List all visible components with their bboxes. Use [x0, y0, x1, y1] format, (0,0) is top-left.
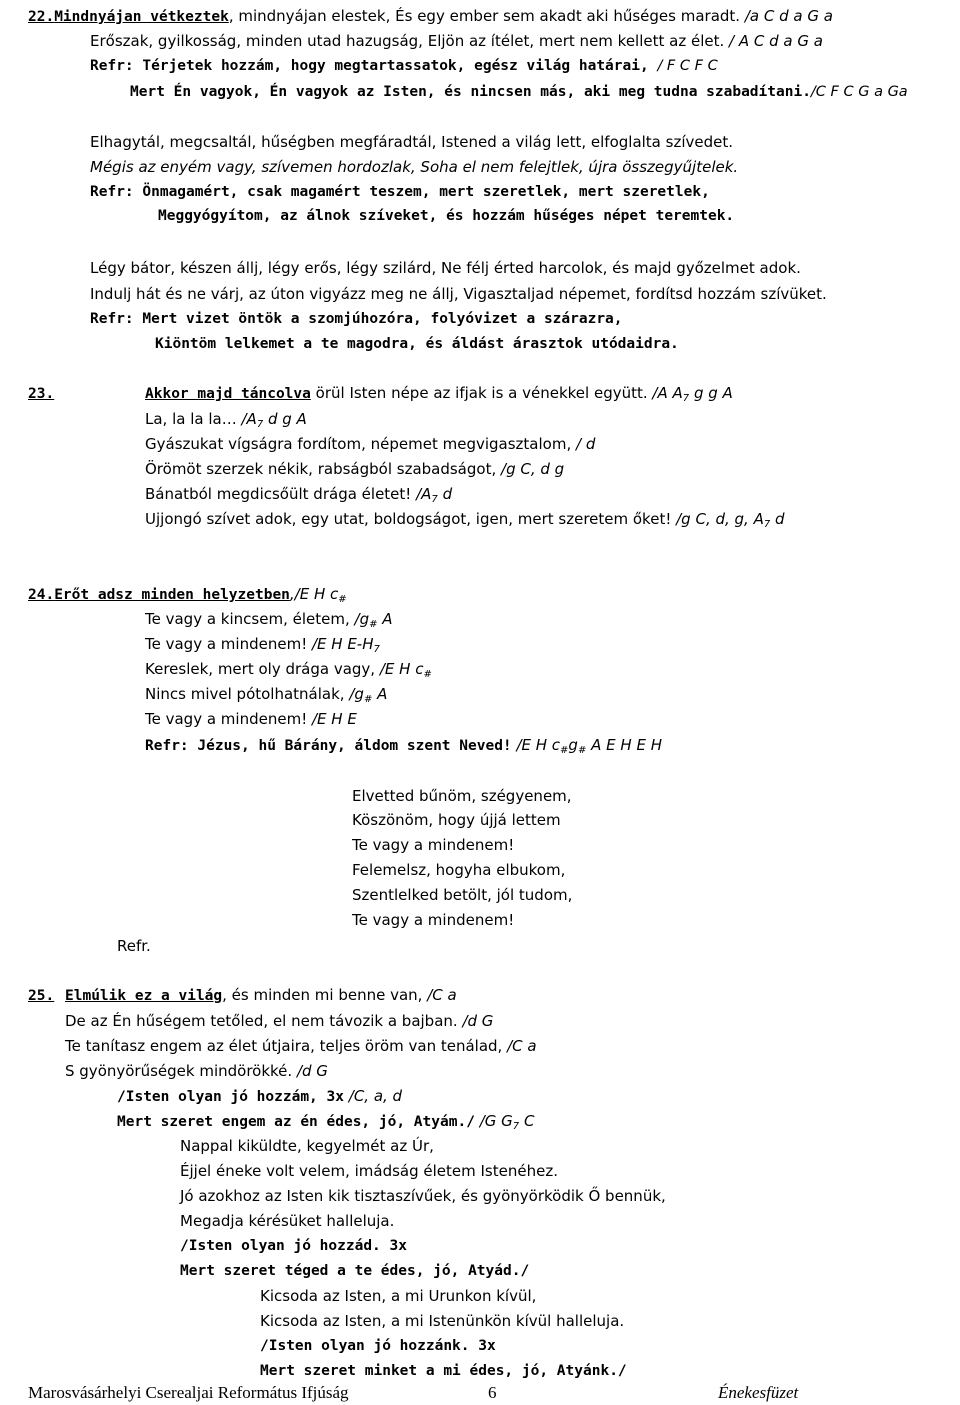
song-25-line-4	[65, 1061, 328, 1081]
song-24-refrain	[145, 735, 662, 761]
song-22-number: 22.	[28, 9, 55, 25]
song-22-refrain-3: Refr: Önmagamért, csak magamért teszem, mert szeretlek, mert szeretlek,	[90, 184, 710, 200]
refrain-text: /Isten olyan jó hozzám, 3x	[117, 1089, 344, 1105]
song-22-verse-2-b: Mégis az enyém vagy, szívemen hordozlak, Soha el nem felejtlek, újra összegyűjtelek.	[90, 158, 739, 176]
song-23-line-6	[145, 509, 785, 535]
song-22-line-1-text: , mindnyájan elestek, És egy ember sem akadt aki hűséges maradt.	[228, 7, 741, 25]
song-24-line-5	[145, 684, 387, 710]
lyric-text: Kereslek, mert oly drága vagy,	[145, 660, 376, 678]
chord: $/A_7$ d	[416, 485, 453, 505]
song-22-verse-3-a: Légy bátor, készen állj, légy erős, légy szilárd, Ne félj érted harcolok, és majd győzelmet adok.	[90, 259, 801, 277]
song-22-verse-3-b: Indulj hát és ne várj, az úton vigyázz meg ne állj, Vigasztaljad népemet, fordítsd hozzám szívüket.	[90, 285, 827, 303]
chord: /d G	[462, 1012, 494, 1030]
song-23-line-1	[28, 383, 733, 409]
song-23-number: 23.	[28, 386, 55, 402]
song-22-line-1	[28, 6, 833, 27]
lyric-text: De az Én hűségem tetőled, el nem távozik a bajban.	[65, 1012, 458, 1030]
lyric-text: La, la la la…	[145, 410, 237, 428]
chord: / F C F C	[657, 58, 718, 74]
chord: /C F C G a Ga	[810, 84, 908, 100]
song-22-title: Mindnyájan vétkeztek	[54, 9, 229, 25]
lyric-text: Te vagy a mindenem!	[145, 635, 308, 653]
song-22-line-2	[90, 31, 823, 51]
song-22-refrain-4: Meggyógyítom, az álnok szíveket, és hozzám hűséges népet teremtek.	[158, 208, 735, 224]
lyric-text: , és minden mi benne van,	[222, 986, 423, 1004]
song-23-line-3	[145, 434, 595, 454]
lyric-text: örül Isten népe az ifjak is a vénekkel együtt.	[315, 384, 648, 402]
lyric-text: Te vagy a mindenem!	[145, 710, 308, 728]
chord: /A $A_7$ g g A	[652, 384, 733, 404]
footer-book-title: Énekesfüzet	[718, 1383, 799, 1402]
song-24-verse-2-line-3: Te vagy a mindenem!	[352, 836, 515, 854]
chord: /C a	[507, 1037, 537, 1055]
chord: /G $G_7$ C	[479, 1112, 535, 1132]
refrain-text: Mert Én vagyok, Én vagyok az Isten, és nincsen más, aki meg tudna szabadítani.	[130, 84, 811, 100]
footer-page-number: 6	[488, 1383, 497, 1402]
chord: $/g_{\#}$ A	[349, 685, 388, 705]
chord: /C a	[427, 986, 457, 1004]
refrain-text: Refr: Jézus, hű Bárány, áldom szent Neved!	[145, 738, 512, 754]
chord: $/A_7$ d g A	[241, 410, 307, 430]
lyric-text: Nincs mivel pótolhatnálak,	[145, 685, 345, 703]
song-24-number: 24.	[28, 587, 55, 603]
chord: /g C, d g	[501, 460, 565, 478]
song-25-line-2	[65, 1011, 493, 1031]
song-25-refrain-5: /Isten olyan jó hozzánk. 3x	[260, 1338, 496, 1354]
song-24-verse-2-line-4: Felemelsz, hogyha elbukom,	[352, 861, 566, 879]
song-24-title: Erőt adsz minden helyzetben	[54, 587, 290, 603]
song-25-line-1	[28, 985, 457, 1006]
chord: /C, a, d	[348, 1087, 403, 1105]
song-24-line-1	[28, 584, 347, 610]
song-22-refrain-5: Refr: Mert vizet öntök a szomjúhozóra, folyóvizet a szárazra,	[90, 311, 623, 327]
song-25-refrain-4: Mert szeret téged a te édes, jó, Atyád./	[180, 1263, 530, 1279]
song-24-line-6	[145, 709, 357, 729]
song-25-refrain-1	[117, 1086, 402, 1107]
song-24-refrain-label: Refr.	[117, 937, 151, 955]
song-25-refrain-6: Mert szeret minket a mi édes, jó, Atyánk./	[260, 1363, 627, 1379]
chord: ,/E H $c_{\#}$	[289, 585, 347, 605]
chord: /E H $c_{\#}$	[379, 660, 432, 680]
chord: /E H $c_{\#}g_{\#}$ A E H E H	[516, 736, 662, 756]
song-22-refrain-1	[90, 56, 718, 76]
song-25-refrain-3: /Isten olyan jó hozzád. 3x	[180, 1238, 407, 1254]
lyric-text: Bánatból megdicsőült drága életet!	[145, 485, 412, 503]
chord: $/g_{\#}$ A	[354, 610, 393, 630]
song-24-line-4	[145, 659, 432, 685]
lyric-text: S gyönyörűségek mindörökké.	[65, 1062, 293, 1080]
song-22-refrain-2	[130, 82, 908, 102]
song-24-verse-2-line-5: Szentlelked betölt, jól tudom,	[352, 886, 573, 904]
song-22-verse-2-a: Elhagytál, megcsaltál, hűségben megfáradtál, Istened a világ lett, elfoglalta szívedet.	[90, 133, 734, 151]
song-23-title: Akkor majd táncolva	[145, 386, 311, 402]
song-24-line-3	[145, 634, 380, 660]
chord: / d	[576, 435, 596, 453]
song-24-line-2	[145, 609, 393, 635]
chord: /E H $E-H_7$	[311, 635, 380, 655]
lyric-text: Erőszak, gyilkosság, minden utad hazugság, Eljön az ítélet, mert nem kellett az élet.	[90, 32, 725, 50]
refrain-text: Refr: Térjetek hozzám, hogy megtartassatok, egész világ határai,	[90, 58, 649, 74]
song-25-number: 25.	[28, 988, 55, 1004]
footer-org: Marosvásárhelyi Cserealjai Református Ifjúság	[28, 1383, 349, 1402]
song-25-verse-2-line-3: Jó azokhoz az Isten kik tisztaszívűek, és gyönyörködik Ő bennük,	[180, 1187, 666, 1205]
lyric-text: Örömöt szerzek nékik, rabságból szabadságot,	[145, 460, 497, 478]
song-24-verse-2-line-2: Köszönöm, hogy újjá lettem	[352, 811, 561, 829]
song-25-verse-2-line-2: Éjjel éneke volt velem, imádság életem Istenéhez.	[180, 1162, 558, 1180]
chord: /g C, d, g, $A_7$ d	[676, 510, 785, 530]
song-25-verse-3-line-1: Kicsoda az Isten, a mi Urunkon kívül,	[260, 1287, 537, 1305]
lyric-text: Ujjongó szívet adok, egy utat, boldogságot, igen, mert szeretem őket!	[145, 510, 672, 528]
song-24-verse-2-line-1: Elvetted bűnöm, szégyenem,	[352, 787, 572, 805]
chord: /d G	[296, 1062, 328, 1080]
song-24-verse-2-line-6: Te vagy a mindenem!	[352, 911, 515, 929]
song-23-line-4	[145, 459, 564, 479]
refrain-text: Mert szeret engem az én édes, jó, Atyám./	[117, 1114, 475, 1130]
chord: / A C d a G a	[729, 32, 823, 50]
lyric-text: Te vagy a kincsem, életem,	[145, 610, 350, 628]
chord: /E H E	[311, 710, 357, 728]
chord: /a C d a G a	[744, 7, 833, 25]
song-25-verse-2-line-4: Megadja kérésüket halleluja.	[180, 1212, 395, 1230]
song-25-refrain-2	[117, 1111, 534, 1137]
song-25-line-3	[65, 1036, 537, 1056]
lyric-text: Gyászukat vígságra fordítom, népemet megvigasztalom,	[145, 435, 572, 453]
song-23-line-5	[145, 484, 452, 510]
song-23-line-2	[145, 409, 307, 435]
song-22-refrain-6: Kiöntöm lelkemet a te magodra, és áldást árasztok utódaidra.	[155, 336, 679, 352]
song-25-verse-2-line-1: Nappal kiküldte, kegyelmét az Úr,	[180, 1137, 434, 1155]
lyric-text: Te tanítasz engem az élet útjaira, teljes öröm van tenálad,	[65, 1037, 503, 1055]
song-25-title: Elmúlik ez a világ	[65, 988, 223, 1004]
song-25-verse-3-line-2: Kicsoda az Isten, a mi Istenünkön kívül halleluja.	[260, 1312, 625, 1330]
